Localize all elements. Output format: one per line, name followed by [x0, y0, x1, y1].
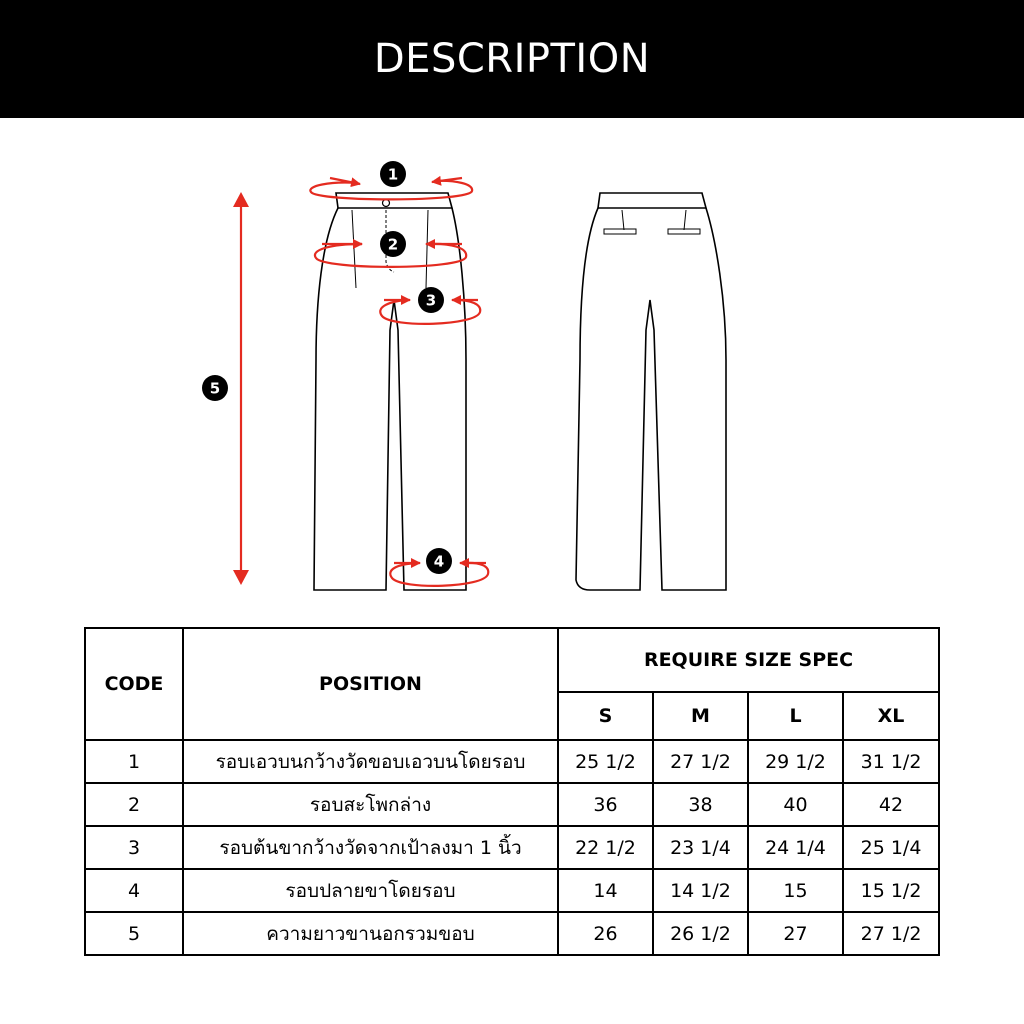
measurement-marks [233, 178, 488, 586]
row-position: รอบต้นขากว้างวัดจากเป้าลงมา 1 นิ้ว [183, 826, 558, 869]
pants-diagram [0, 118, 1024, 618]
row-value-l: 29 1/2 [748, 740, 843, 783]
header-size-s: S [558, 692, 653, 740]
front-button-icon [383, 200, 390, 207]
row-value-l: 24 1/4 [748, 826, 843, 869]
badge-3 [418, 287, 444, 313]
svg-text:2: 2 [387, 235, 399, 254]
length-arrow-top [233, 192, 249, 207]
header-size-l: L [748, 692, 843, 740]
back-dart-left [622, 210, 624, 230]
row-value-xl: 15 1/2 [843, 869, 939, 912]
back-waistband [598, 193, 706, 208]
header-require-size-spec: REQUIRE SIZE SPEC [558, 628, 939, 692]
row-value-xl: 27 1/2 [843, 912, 939, 955]
row-position: ความยาวขานอกรวมขอบ [183, 912, 558, 955]
row-value-s: 26 [558, 912, 653, 955]
page-title: DESCRIPTION [373, 36, 651, 82]
table-row [85, 869, 939, 912]
svg-text:5: 5 [209, 379, 221, 398]
header-bar [0, 0, 1024, 118]
header-size-m: M [653, 692, 748, 740]
table-row [85, 826, 939, 869]
row-value-xl: 25 1/4 [843, 826, 939, 869]
table-row [85, 740, 939, 783]
row-value-s: 14 [558, 869, 653, 912]
row-value-l: 27 [748, 912, 843, 955]
row-value-m: 38 [653, 783, 748, 826]
row-value-m: 27 1/2 [653, 740, 748, 783]
row-code: 5 [85, 912, 183, 955]
row-value-m: 23 1/4 [653, 826, 748, 869]
svg-text:1: 1 [387, 165, 399, 184]
row-value-s: 22 1/2 [558, 826, 653, 869]
badge-1 [380, 161, 406, 187]
row-value-s: 36 [558, 783, 653, 826]
badge-5 [202, 375, 228, 401]
back-outline [576, 208, 726, 590]
svg-text:3: 3 [425, 291, 437, 310]
size-spec-table [84, 627, 940, 956]
header-code: CODE [85, 628, 183, 740]
row-value-xl: 42 [843, 783, 939, 826]
length-arrow-bottom [233, 570, 249, 585]
front-waistband [336, 193, 452, 208]
header-size-xl: XL [843, 692, 939, 740]
table-row [85, 783, 939, 826]
row-value-m: 26 1/2 [653, 912, 748, 955]
row-position: รอบสะโพกล่าง [183, 783, 558, 826]
row-code: 1 [85, 740, 183, 783]
front-crease-right [426, 210, 428, 288]
header-position: POSITION [183, 628, 558, 740]
back-view-pants [576, 193, 726, 590]
badge-4 [426, 548, 452, 574]
badge-2 [380, 231, 406, 257]
row-code: 3 [85, 826, 183, 869]
row-value-s: 25 1/2 [558, 740, 653, 783]
back-dart-right [684, 210, 686, 230]
row-position: รอบเอวบนกว้างวัดขอบเอวบนโดยรอบ [183, 740, 558, 783]
row-value-l: 40 [748, 783, 843, 826]
svg-text:4: 4 [433, 552, 445, 571]
front-crease-left [352, 210, 356, 288]
row-value-m: 14 1/2 [653, 869, 748, 912]
row-value-l: 15 [748, 869, 843, 912]
row-code: 2 [85, 783, 183, 826]
row-code: 4 [85, 869, 183, 912]
front-outline [314, 208, 466, 590]
row-value-xl: 31 1/2 [843, 740, 939, 783]
back-pocket-left [604, 229, 636, 234]
row-position: รอบปลายขาโดยรอบ [183, 869, 558, 912]
table-row [85, 912, 939, 955]
